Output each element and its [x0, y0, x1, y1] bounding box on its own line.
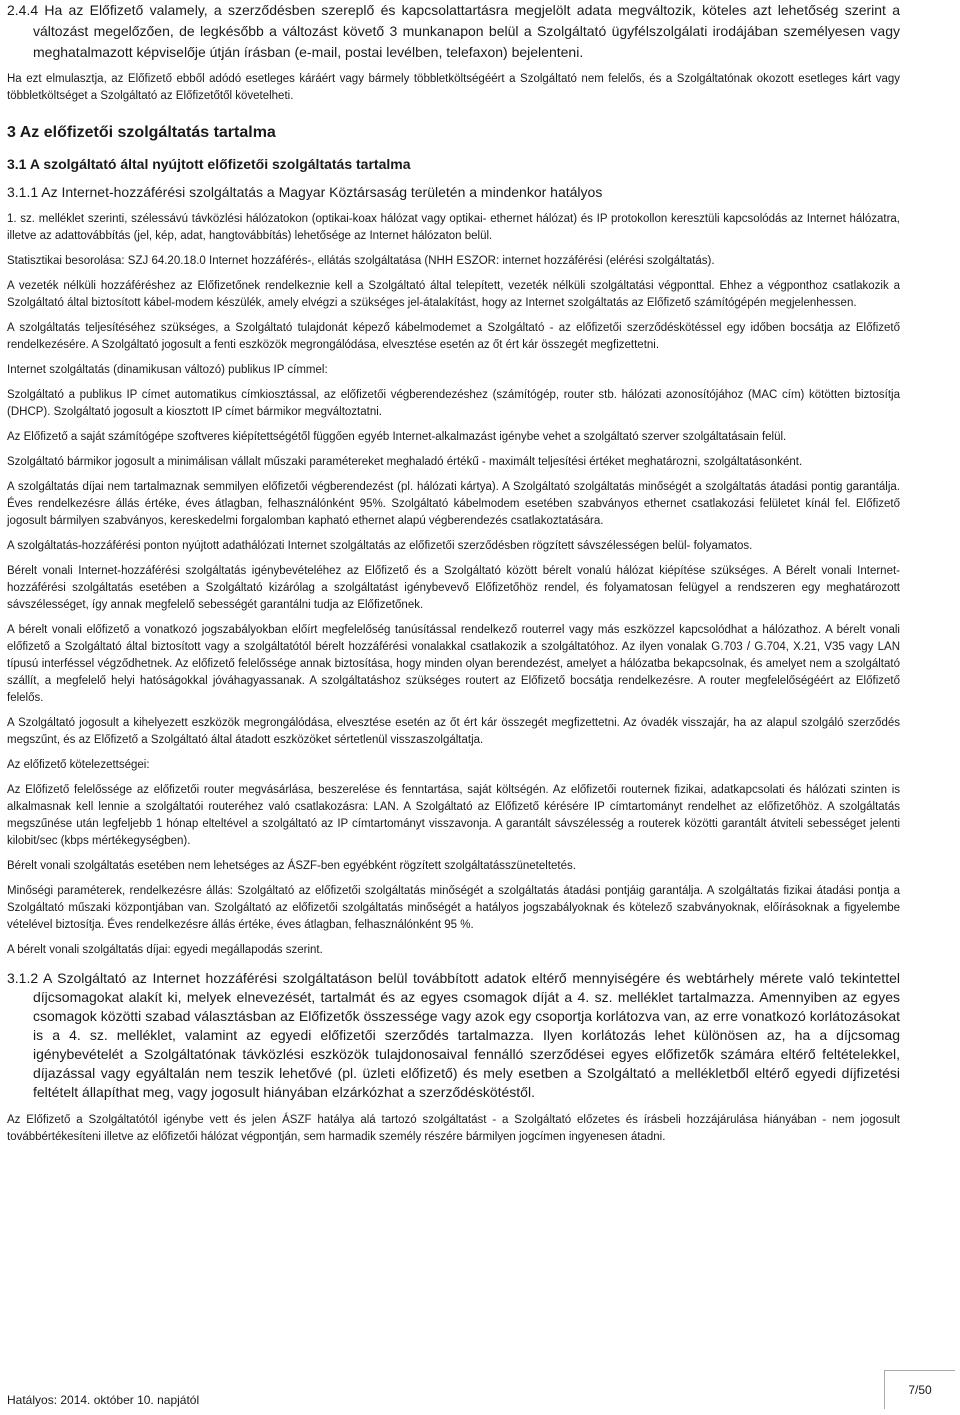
paragraph: A szolgáltatás-hozzáférési ponton nyújtott adathálózati Internet szolgáltatás az előfizetői szerződésben rögzített sávszélességen belül- folyamatos.: [7, 540, 753, 552]
paragraph: A szolgáltatás teljesítéséhez szükséges, a Szolgáltató tulajdonát képező kábelmodemet a Szolgáltató - az előfizetői szerződéskötéssel egy időben bocsátja az Előfizető rendelkezésére. A Szolgáltató jogosult a fenti eszközök megrongálódása, elvesztése esetén az őt ért kár összegét megfizettetni.: [7, 322, 900, 351]
paragraph: A bérelt vonali előfizető a vonatkozó jogszabályokban előírt megfelelőség tanúsítással rendelkező routerrel vagy más eszközzel kapcsolódhat a hálózathoz. A bérelt vonali előfizető a Szolgáltató által biztosított vagy a szolgáltatótól bérelt hozzáférési vonalakkal csatlakozik a szolgáltatóhoz. Az ilyen vonalak G.703 / G.704, X.21, V35 vagy LAN típusú interféssel végződhetnek. Az előfizető felelőssége annak biztosítása, hogy minden olyan berendezést, amelyet a hálózatba bekapcsolnak, és amelyet nem a szolgáltató szállít, a megfelelő helyi hatóságokkal jóváhagyassanak. A szolgáltatáshoz szükséges routert az Előfizető bocsátja rendelkezésre. A router megfelelőségéért az Előfizető felelős.: [7, 624, 900, 704]
paragraph: Szolgáltató bármikor jogosult a minimálisan vállalt műszaki paramétereket meghaladó értékű - maximált teljesítési értéket meghatározni, szolgáltatásonként.: [7, 456, 803, 468]
paragraph: Az Előfizető a Szolgáltatótól igénybe vett és jelen ÁSZF hatálya alá tartozó szolgáltatást - a Szolgáltató előzetes és írásbeli hozzájárulása hiányában - nem jogosult továbbértékesíteni illetve az előfizetői hálózat végpontján, sem harmadik személy részére bármilyen jogcímen ingyenesen átadni.: [7, 1114, 900, 1143]
paragraph: Internet szolgáltatás (dinamikusan változó) publikus IP címmel:: [7, 364, 328, 376]
page-number: 7/50: [884, 1370, 955, 1409]
paragraph: Bérelt vonali szolgáltatás esetében nem lehetséges az ÁSZF-ben egyébként rögzített szolgáltatásszüneteltetés.: [7, 860, 576, 872]
paragraph: Az Előfizető a saját számítógépe szoftveres kiépítettségétől függően egyéb Internet-alkalmazást igénybe vehet a szolgáltató szerver szolgáltatásain felül.: [7, 431, 787, 443]
section-3-1-2: 3.1.2 A Szolgáltató az Internet hozzáférési szolgáltatáson belül továbbított adatok eltérő mennyiségére és webtárhely mérete való tekintettel díjcsomagokat alakít ki, melyek elnevezését, tartalmát és az egyes csomagok díját a 4. sz. melléklet tartalmazza. Amennyiben az egyes csomagok közötti szabad választásban az Előfizetők összessége vagy azok egy csoportja korlátozva van, az erre vonatkozó korlátozásokat is a 4. sz. melléklet, valamint az egyedi előfizetői szerződés tartalmazza. Ilyen korlátozás lehet különösen az, ha a díjcsomag igénybevételét a Szolgáltatónak távközlési eszközök tulajdonosaival fennálló szerződései egyes előfizetők számára eltérő feltételekkel, díjazással vagy egyáltalán nem teszik lehetővé (pl. üzleti előfizető) és mely esetben a Szolgáltató a mellékletből eltérő egyedi díjfizetési feltételt állapíthat meg, vagy jogosult hiányában elzárkózhat a szerződéskötéstől.: [7, 970, 900, 1100]
footer-effective-date: Hatályos: 2014. október 10. napjától: [7, 1393, 200, 1407]
paragraph: Az előfizető kötelezettségei:: [7, 759, 150, 771]
paragraph: A bérelt vonali szolgáltatás díjai: egyedi megállapodás szerint.: [7, 944, 323, 956]
paragraph: Statisztikai besorolása: SZJ 64.20.18.0 Internet hozzáférés-, ellátás szolgáltatása (NHH ESZOR: internet hozzáférési (elérési szolgáltatás).: [7, 255, 715, 267]
paragraph: A vezeték nélküli hozzáféréshez az Előfizetőnek rendelkeznie kell a Szolgáltató által telepített, vezeték nélküli szolgáltatási végponttal. Ehhez a végponthoz csatlakozik a Szolgáltató által biztosított kábel-modem készülék, amely elvégzi a szükséges jel-átalakítást, hogy az Internet szolgáltatás az Előfizető számítógépén megjelenhessen.: [7, 280, 900, 309]
paragraph: Szolgáltató a publikus IP címet automatikus címkiosztással, az előfizetői végberendezéshez (számítógép, router stb. hálózati azonosítójához (MAC cím) kötötten biztosítja (DHCP). Szolgáltató jogosult a kiosztott IP címet bármikor megváltoztatni.: [7, 389, 900, 418]
paragraph: Bérelt vonali Internet-hozzáférési szolgáltatás igénybevételéhez az Előfizető és a Szolgáltató között bérelt vonalú hálózat kiépítése szükséges. A Bérelt vonali Internet-hozzáférési szolgáltatás esetében a Szolgáltató kizárólag a szolgáltatást igénybevevő Előfizetőhöz rendel, és folyamatosan felügyel a rendszeren egy meghatározott sávszélességet, így annak megfelelő sebességét garantálni tudja az Előfizetőnek.: [7, 565, 900, 611]
section-2-4-4: 2.4.4 Ha az Előfizető valamely, a szerződésben szereplő és kapcsolattartásra megjelölt adata megváltozik, köteles azt lehetőség szerint a változást megelőzően, de legkésőbb a változást követő 3 munkanapon belül a Szolgáltató ügyfélszolgálati irodájában személyesen vagy meghatalmazott képviselője útján írásban (e-mail, postai levélben, telefaxon) bejelenteni.: [7, 2, 900, 60]
document-body: [7, 0, 900, 1154]
paragraph: Az Előfizető felelőssége az előfizetői router megvásárlása, beszerelése és fenntartása, saját költségén. Az előfizetői routernek fizikai, adatkapcsolati és hálózati szinten is alkalmasnak kell lennie a szolgáltatói routeréhez való csatlakozásra: LAN. A Szolgáltató az Előfizető kérésére IP címtartományt rendelhet az előfizetőhöz. A szolgáltatás megszűnése után legfeljebb 1 hónap elteltével a szolgáltató az IP címtartományt visszavonja. A garantált sávszélesség a routerek közötti garantált átviteli sebességet jelenti kilobit/sec (kbps mértékegységben).: [7, 784, 900, 847]
heading-section-3: 3 Az előfizetői szolgáltatás tartalma: [7, 124, 276, 141]
heading-section-3-1-1: 3.1.1 Az Internet-hozzáférési szolgáltatás a Magyar Köztársaság területén a mindenkor hatályos: [7, 184, 603, 200]
heading-section-3-1: 3.1 A szolgáltató által nyújtott előfizetői szolgáltatás tartalma: [7, 156, 411, 172]
paragraph: A szolgáltatás díjai nem tartalmaznak semmilyen előfizetői végberendezést (pl. hálózati kártya). A Szolgáltató szolgáltatás minőségét a szolgáltatás átadási pontig garantálja. Éves rendelkezésre állás értéke, éves átlagban, felhasználónként 95%. Szolgáltató kábelmodem esetében szabványos ethernet csatlakozási felületet kínál fel. Előfizető jogosult bármilyen szabványos, kereskedelmi forgalomban kapható ethernet alapú végberendezés csatlakoztatására.: [7, 481, 900, 527]
paragraph: Ha ezt elmulasztja, az Előfizető ebből adódó esetleges káráért vagy bármely többletköltségéért a Szolgáltató nem felelős, és a Szolgáltatónak okozott esetleges kárt vagy többletköltséget a Szolgáltató az Előfizetőtől követelheti.: [7, 73, 900, 102]
paragraph: A Szolgáltató jogosult a kihelyezett eszközök megrongálódása, elvesztése esetén az őt ért kár összegét megfizettetni. Az óvadék visszajár, ha az alapul szolgáló szerződés megszűnt, és az Előfizető a Szolgáltató által átadott eszközöket sértetlenül visszaszolgáltatja.: [7, 717, 900, 746]
paragraph: 1. sz. melléklet szerinti, szélessávú távközlési hálózatokon (optikai-koax hálózat vagy optikai- ethernet hálózat) és IP protokollon keresztüli kapcsolódás az Internet hálózatra, illetve az adattovábbítás (jel, kép, adat, hangtovábbítás) lehetősége az Internet hálózaton belül.: [7, 213, 900, 242]
paragraph: Minőségi paraméterek, rendelkezésre állás: Szolgáltató az előfizetői szolgáltatás minőségét a szolgáltatás átadási pontjáig garantálja. A szolgáltatás fizikai átadási pontja a Szolgáltató műszaki központjában van. Szolgáltató az előfizetői szolgáltatás minőségét a hatályos jogszabályoknak és kötelező szabványoknak, előírásoknak a figyelembe vételével biztosítja. Éves rendelkezésre állás értéke, éves átlagban, felhasználónként 95 %.: [7, 885, 900, 931]
